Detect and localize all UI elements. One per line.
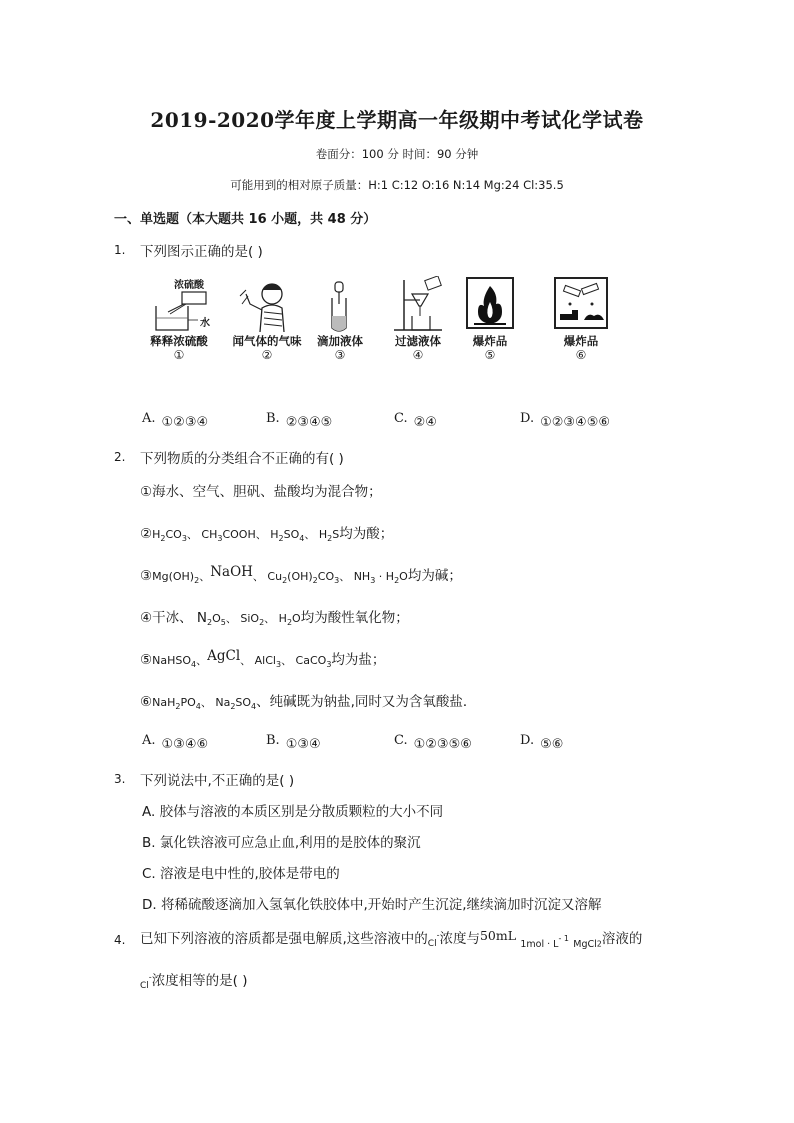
q3-option-b[interactable]: B. 氯化铁溶液可应急止血,利用的是胶体的聚沉 bbox=[142, 835, 421, 851]
figure-caption: 过滤液体 bbox=[395, 334, 441, 348]
figure-number: ⑥ bbox=[575, 348, 587, 362]
q3-option-d[interactable]: D. 将稀硫酸逐滴加入氢氧化铁胶体中,开始时产生沉淀,继续滴加时沉淀又溶解 bbox=[142, 897, 602, 913]
filtration-setup-icon bbox=[386, 276, 450, 334]
figure-number: ④ bbox=[412, 348, 424, 362]
label-conc-acid: 浓硫酸 bbox=[174, 280, 204, 291]
score-time-line: 卷面分：100 分 时间：90 分钟 bbox=[315, 147, 479, 161]
figure-caption: 爆炸品 bbox=[563, 334, 599, 348]
figure-number: ② bbox=[261, 348, 273, 362]
q4-stem-line1: 已知下列溶液的溶质都是强电解质,这些溶液中的$_{Cl}$-浓度与50mL $_{1mol \cdot L}^{- 1}$ $_{MgCl2}$溶液的 bbox=[140, 928, 643, 950]
option-text: ①②③④ bbox=[161, 415, 209, 430]
question-stem: 下列图示正确的是( ) bbox=[140, 244, 263, 260]
option-text: ⑤⑥ bbox=[540, 737, 564, 752]
q3-option-a[interactable]: A. 胶体与溶液的本质区别是分散质颗粒的大小不同 bbox=[142, 804, 444, 820]
option-text: ①②③④⑤⑥ bbox=[540, 415, 611, 430]
figure-number: ① bbox=[173, 348, 185, 362]
option-letter: C. bbox=[394, 733, 408, 748]
question-number: 2. bbox=[114, 450, 126, 464]
option-b[interactable] bbox=[266, 411, 332, 430]
option-letter: D. bbox=[520, 733, 535, 748]
q2-item-2: $②H_2CO_3$、 $CH_3COOH$、 $H_2SO_4$、 $H_2S$均为酸； bbox=[140, 526, 394, 544]
q4-stem-line2: $_{Cl}$-浓度相等的是( ) bbox=[140, 972, 248, 991]
q2-item-3: $③Mg(OH)_2$、NaOH、 $Cu_2(OH)_2CO_3$、 $NH_3 \cdot H_2O$均为碱； bbox=[140, 564, 462, 586]
figure-caption: 爆炸品 bbox=[472, 334, 508, 348]
option-letter: C. bbox=[394, 411, 408, 426]
q1-options bbox=[142, 411, 702, 433]
question-number: 4. bbox=[114, 933, 126, 947]
option-letter: B. bbox=[266, 411, 280, 426]
atomic-mass-line: 可能用到的相对原子质量：H:1 C:12 O:16 N:14 Mg:24 Cl:35.5 bbox=[230, 178, 564, 192]
figure-hazard-corrosive bbox=[550, 276, 612, 362]
option-d[interactable] bbox=[520, 411, 610, 430]
question-number: 1. bbox=[114, 243, 126, 257]
option-a[interactable] bbox=[142, 411, 208, 430]
figure-filtration bbox=[386, 276, 450, 362]
option-letter: A. bbox=[142, 733, 156, 748]
option-c[interactable] bbox=[394, 411, 437, 430]
figure-number: ⑤ bbox=[484, 348, 496, 362]
smelling-gas-icon bbox=[226, 276, 308, 334]
q2-item-4: ④干冰、 $N_2O_5$、 SiO$_2$、 $H_2O$均为酸性氧化物； bbox=[140, 610, 409, 628]
option-text: ②③④⑤ bbox=[285, 415, 333, 430]
figure-dropper bbox=[310, 276, 370, 362]
q3-option-c[interactable]: C. 溶液是电中性的,胶体是带电的 bbox=[142, 866, 340, 882]
dropper-tube-icon bbox=[310, 276, 370, 334]
exam-title: 2019-2020学年度上学期高一年级期中考试化学试卷 bbox=[150, 108, 644, 132]
q2-item-6: $⑥NaH_2PO_4$、 $Na_2SO_4$、纯碱既为钠盐,同时又为含氧酸盐． bbox=[140, 694, 477, 712]
label-water: 水 bbox=[200, 318, 210, 329]
figure-caption: 释释浓硫酸 bbox=[150, 334, 208, 348]
question-stem: 下列物质的分类组合不正确的有( ) bbox=[140, 451, 344, 467]
option-c[interactable] bbox=[394, 733, 472, 752]
figure-caption: 滴加液体 bbox=[317, 334, 363, 348]
figure-hazard-flame bbox=[462, 276, 518, 362]
corrosive-hazard-icon bbox=[550, 276, 612, 334]
figure-number: ③ bbox=[334, 348, 346, 362]
q2-item-1: ①海水、空气、胆矾、盐酸均为混合物； bbox=[140, 484, 382, 500]
option-letter: D. bbox=[520, 411, 535, 426]
flame-hazard-icon bbox=[462, 276, 518, 334]
section-heading: 一、单选题（本大题共 16 小题，共 48 分） bbox=[114, 212, 377, 227]
option-text: ①③④ bbox=[285, 737, 321, 752]
q2-item-5: ⑤NaHSO$_4$、AgCl、 AlCl$_3$、 CaCO$_3$均为盐； bbox=[140, 648, 386, 670]
option-letter: A. bbox=[142, 411, 156, 426]
question-stem: 下列说法中,不正确的是( ) bbox=[140, 773, 295, 789]
option-d[interactable] bbox=[520, 733, 563, 752]
figure-caption: 闻气体的气味 bbox=[232, 334, 302, 348]
option-b[interactable] bbox=[266, 733, 321, 752]
q2-options bbox=[142, 733, 702, 755]
option-text: ①②③⑤⑥ bbox=[413, 737, 472, 752]
option-text: ②④ bbox=[413, 415, 437, 430]
option-a[interactable] bbox=[142, 733, 208, 752]
figure-row bbox=[140, 276, 660, 376]
figure-smell bbox=[226, 276, 308, 362]
option-letter: B. bbox=[266, 733, 280, 748]
figure-dilution bbox=[142, 276, 216, 362]
option-text: ①③④⑥ bbox=[161, 737, 209, 752]
question-number: 3. bbox=[114, 772, 126, 786]
